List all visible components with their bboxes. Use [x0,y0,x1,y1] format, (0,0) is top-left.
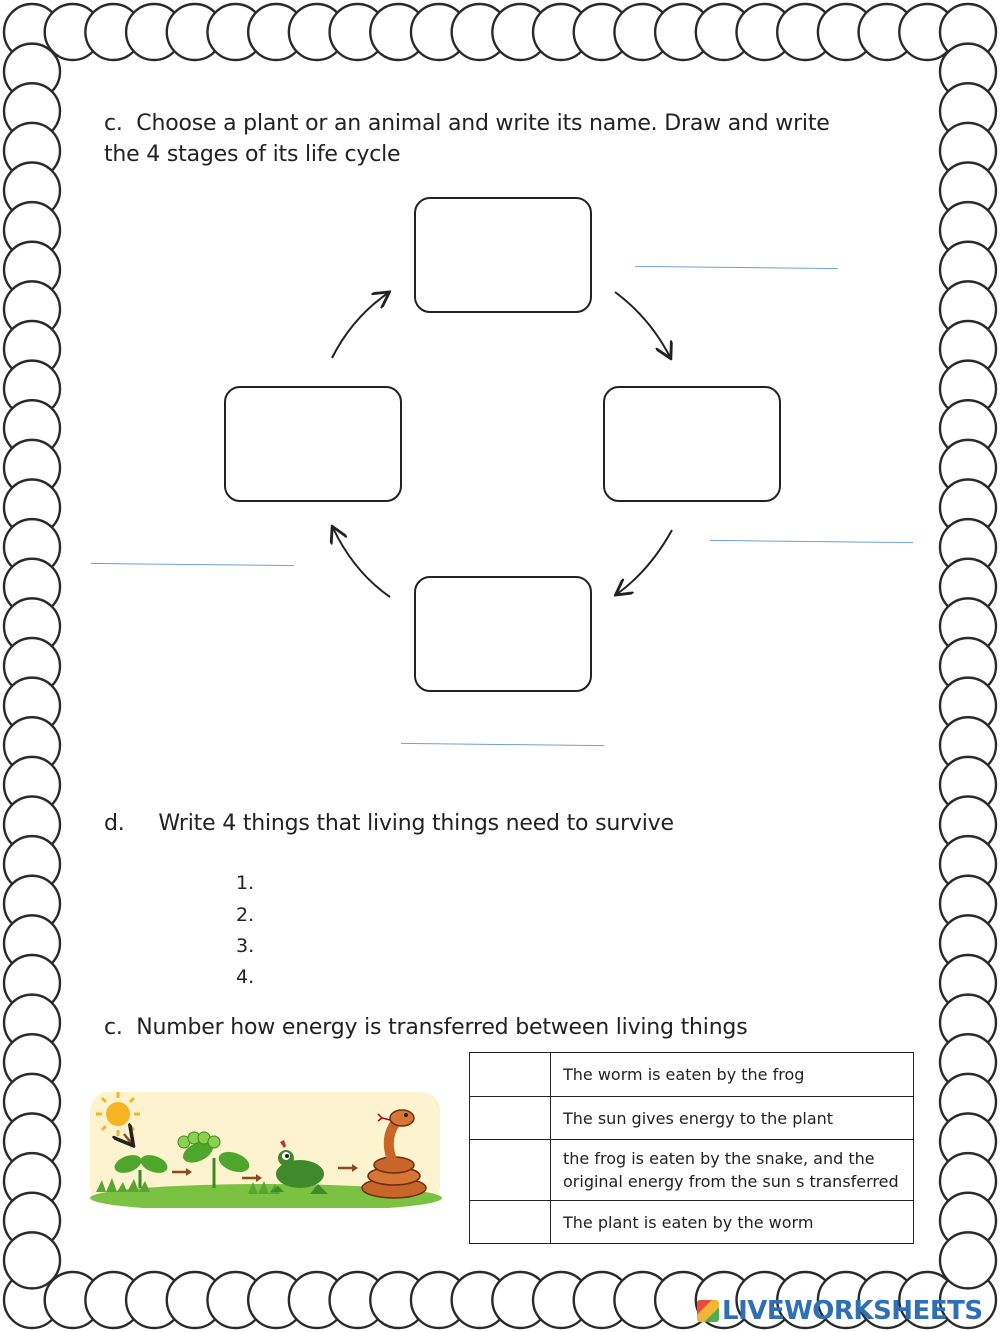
arrow-top-to-right [615,292,670,357]
order-number-cell-1[interactable] [470,1053,551,1097]
logo-icon [697,1300,719,1322]
table-row [470,1097,914,1140]
survival-heading [104,808,674,839]
survival-item-1: 1. [236,872,255,894]
survival-label: d. [104,811,125,836]
survival-item-2: 2. [236,904,255,926]
order-number-cell-2[interactable] [470,1097,551,1140]
table-row [470,1140,914,1201]
order-number-cell-3[interactable] [470,1140,551,1201]
liveworksheets-logo [697,1296,983,1326]
order-number-cell-4[interactable] [470,1201,551,1244]
arrow-right-to-bottom [617,530,672,594]
food-chain-illustration [88,1088,443,1208]
survival-item-4: 4. [236,966,255,988]
survival-instruction: Write 4 things that living things need to survive [158,811,674,836]
table-row [470,1201,914,1244]
energy-heading [104,1012,747,1043]
arrow-bottom-to-left [333,528,390,597]
energy-step-plant-worm: The plant is eaten by the worm [551,1201,914,1244]
lifecycle-label: c. [104,111,123,136]
energy-instruction: Number how energy is transferred between living things [136,1015,748,1040]
survival-item-3: 3. [236,935,255,957]
energy-step-frog-snake-line2: original energy from the sun s transferred [563,1172,899,1191]
lifecycle-instruction-line2: the 4 stages of its life cycle [104,142,401,167]
energy-label: c. [104,1015,123,1040]
energy-step-sun-plant: The sun gives energy to the plant [551,1097,914,1140]
energy-step-frog-snake [551,1140,914,1201]
energy-step-worm-frog: The worm is eaten by the frog [551,1053,914,1097]
logo-text: LIVEWORKSHEETS [722,1296,983,1326]
table-row [470,1053,914,1097]
lifecycle-instruction-line1: Choose a plant or an animal and write its name. Draw and write [136,111,830,136]
arrow-left-to-top [332,293,388,358]
energy-order-table [469,1052,914,1244]
energy-step-frog-snake-line1: the frog is eaten by the snake, and the [563,1149,875,1168]
